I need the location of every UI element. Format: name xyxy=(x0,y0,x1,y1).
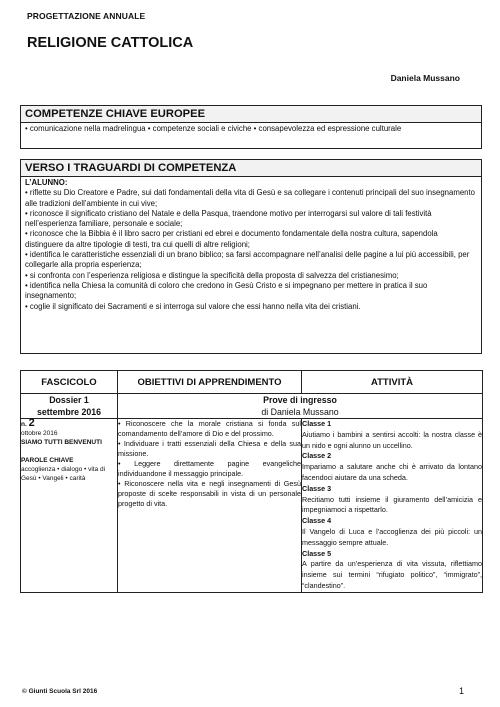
traguardi-item: • identifica nella Chiesa la comunità di coloro che credono in Gesù Cristo e si impegnano per mettere in pratica il suo insegnamento; xyxy=(25,280,428,301)
prove-title: Prove di ingresso xyxy=(263,395,337,405)
objective-item: • Individuare i tratti essenziali della Chiesa e della sua missione. xyxy=(118,439,301,458)
dossier-date: settembre 2016 xyxy=(36,407,102,417)
class-activity: Recitiamo tutti insieme il giuramento dell’amicizia e impegniamoci a rispettarlo. xyxy=(302,494,482,515)
competenze-heading: COMPETENZE CHIAVE EUROPEE xyxy=(21,106,481,123)
issue-number: 2 xyxy=(28,417,35,429)
issue-prefix: n. xyxy=(21,421,27,428)
fascicolo-cell xyxy=(21,419,118,593)
class-activity: A partire da un’esperienza di vita vissuta, riflettiamo insieme sui termini “rifugiato politico”, “immigrato”, “clandestino”. xyxy=(302,559,482,590)
class-activity: Il Vangelo di Luca e l’accoglienza dei più piccoli: un messaggio sempre attuale. xyxy=(302,526,482,547)
traguardi-item: • si confronta con l’esperienza religiosa e distingue la specificità della proposta di salvezza del cristianesimo; xyxy=(25,270,399,280)
class-activity: Aiutiamo i bambini a sentirsi accolti: la nostra classe è un nido e ogni alunno un uccellino. xyxy=(302,429,482,450)
class-label: Classe 2 xyxy=(302,451,332,461)
class-label: Classe 4 xyxy=(302,516,332,526)
document-kicker: PROGETTAZIONE ANNUALE xyxy=(27,11,146,21)
attivita-cell xyxy=(302,419,483,593)
issue-theme: SIAMO TUTTI BENVENUTI xyxy=(21,438,102,446)
table-header-row xyxy=(21,371,483,394)
objective-item: • Riconoscere che la morale cristiana si fonda sul comandamento dell’amore di Dio e del prossimo. xyxy=(118,419,301,438)
class-label: Classe 1 xyxy=(302,419,332,428)
obiettivi-cell xyxy=(118,419,302,593)
competenze-box xyxy=(20,105,482,149)
class-activity: Impariamo a salutare anche chi è arrivato da lontano facendoci aiutare da una scheda. xyxy=(302,462,482,482)
traguardi-body xyxy=(21,177,481,313)
page-number: 1 xyxy=(458,686,464,696)
column-header-fascicolo: FASCICOLO xyxy=(21,371,118,394)
document-title: RELIGIONE CATTOLICA xyxy=(27,35,194,51)
competenze-text: • comunicazione nella madrelingua • competenze sociali e civiche • consapevolezza ed espressione culturale xyxy=(25,124,402,133)
programming-table xyxy=(20,370,483,593)
copyright-notice: © Giunti Scuola Srl 2016 xyxy=(22,688,98,695)
table-row-dossier xyxy=(21,394,483,419)
author-name: Daniela Mussano xyxy=(390,73,460,83)
traguardi-item: • riconosce che la Bibbia è il libro sacro per cristiani ed ebrei e documento fondamentale della nostra cultura, sapendola distinguere da altre tipologie di testi, tra cui quelli di altre religioni; xyxy=(25,229,438,249)
prove-author: di Daniela Mussano xyxy=(261,407,339,417)
class-label: Classe 3 xyxy=(302,483,332,493)
keywords-label: PAROLE CHIAVE xyxy=(21,457,74,465)
column-header-obiettivi: OBIETTIVI DI APPRENDIMENTO xyxy=(118,371,302,394)
class-label: Classe 5 xyxy=(302,548,332,558)
dossier-cell xyxy=(21,394,118,419)
table-row-fascicolo xyxy=(21,419,483,593)
column-header-attivita: ATTIVITÀ xyxy=(302,371,483,394)
traguardi-item: • coglie il significato dei Sacramenti e si interroga sul valore che essi hanno nella vita dei cristiani. xyxy=(25,301,361,311)
prove-cell xyxy=(118,394,483,419)
dossier-label: Dossier 1 xyxy=(49,395,89,405)
issue-date: ottobre 2016 xyxy=(21,429,58,437)
traguardi-subheading: L’ALUNNO: xyxy=(25,178,68,187)
objective-item: • Riconoscere nella vita e negli insegnamenti di Gesù proposte di scelte responsabili in vista di un personale progetto di vita. xyxy=(118,479,301,508)
traguardi-item: • riconosce il significato cristiano del Natale e della Pasqua, traendone motivo per interrogarsi sul valore di tali festività nell’esperienza familiare, personale e sociale; xyxy=(25,208,432,229)
traguardi-item: • identifica le caratteristiche essenziali di un brano biblico; sa farsi accompagnare nell’analisi delle pagine a lui più accessibili, per collegarle alla propria esperienza; xyxy=(25,250,470,270)
traguardi-box xyxy=(20,159,482,354)
keywords-list: accoglienza • dialogo • vita di Gesù • Vangeli • carità xyxy=(21,466,106,482)
objective-item: • Leggere direttamente pagine evangeliche individuandone il messaggio principale. xyxy=(118,459,301,478)
traguardi-item: • riflette su Dio Creatore e Padre, sui dati fondamentali della vita di Gesù e sa collegare i contenuti principali del suo insegnamento alle tradizioni dell’ambiente in cui vive; xyxy=(25,188,476,208)
traguardi-heading: VERSO I TRAGUARDI DI COMPETENZA xyxy=(21,160,481,177)
